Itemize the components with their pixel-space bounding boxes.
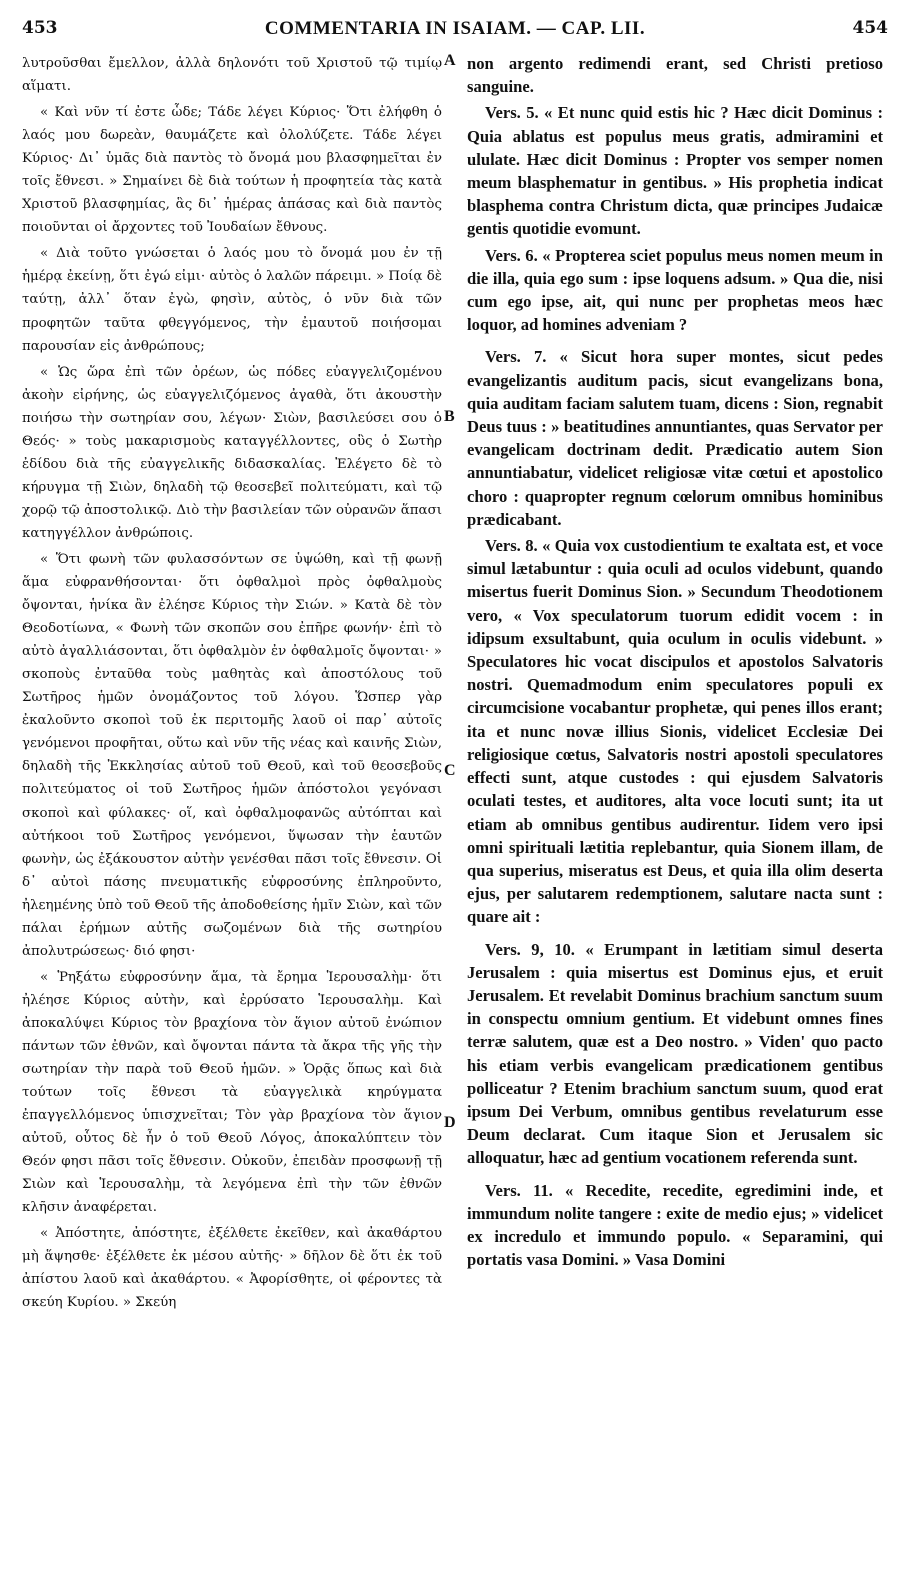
latin-paragraph: Vers. 11. « Recedite, recedite, egredimini inde, et immundum nolite tangere : exite de medio ejus; » videlicet ex incredulo et immundo populo. « Separamini, qui portatis vasa Domini. » Vasa Domini xyxy=(467,1180,883,1270)
greek-paragraph: λυτροῦσθαι ἔμελλον, ἀλλὰ δηλονότι τοῦ Χριστοῦ τῷ τιμίῳ αἵματι. xyxy=(22,56,442,95)
margin-marker-a: A xyxy=(444,52,456,69)
greek-paragraph: « Ὅτι φωνὴ τῶν φυλασσόντων σε ὑψώθη, καὶ τῇ φωνῇ ἅμα εὐφρανθήσονται· ὅτι ὀφθαλμοὶ πρὸς ὀφθαλμοὺς ὄψονται, ἡνίκα ἂν ἐλέησε Κύριος τὴν Σιών. » Κατὰ δὲ τὸν Θεοδοτίωνα, « Φωνὴ τῶν σκοπῶν σου ἐπῆρε φωνήν· ἐπὶ τὸ αὐτὸ ἀγαλλιάσονται, ὅτι ὀφθαλμὸν ἐν ὀφθαλμοῖς ὄψονται· » σκοποὺς ἐνταῦθα τοὺς μαθητὰς καὶ ἀποστόλους τοῦ Σωτῆρος ἡμῶν ὀνομάζοντος τοῦ λόγου. Ὥσπερ γὰρ ἐκαλοῦντο σκοποὶ τοῦ ἐκ περιτομῆς λαοῦ οἱ παρ᾽ αὐτοῖς γενόμενοι προφῆται, οὕτω καὶ νῦν τῆς νέας καὶ καινῆς Σιὼν, δηλαδὴ τῆς Ἐκκλησίας αὐτοῦ τοῦ Θεοῦ, καὶ τοῦ θεοσεβοῦς πολιτεύματος οἱ τοῦ Σωτῆρος ἡμῶν ἀπόστολοι γεγόνασι σκοποὶ καὶ φύλακες· οἵ, καὶ ὀφθαλμοφανῶς αὐτόπται καὶ αὐτήκοοι τοῦ Σωτῆρος γενόμενοι, ὕψωσαν τὴν ἑαυτῶν φωνὴν, ὡς ἐξάκουστον αὐτὴν γενέσθαι πᾶσι τοῖς ἔθνεσιν. Οἱ δ᾽ αὐτοὶ πάσης πνευματικῆς εὐφροσύνης ἐπληροῦντο, ἠλεημένης ὑπὸ τοῦ Θεοῦ τῆς ἀποδοθείσης ἡμῖν Σιὼν, καὶ τῶν πάλαι ἐρήμων αὐτῆς σωζομένων διὰ τῆς σωτηρίου ἀπολυτρώσεως· διό φησι· xyxy=(22,551,442,959)
page-number-right: 454 xyxy=(852,18,888,38)
latin-paragraph: Vers. 7. « Sicut hora super montes, sicut pedes evangelizantis auditum pacis, sicut evangelizans bona, quia auditam faciam salutem tuam, dicens : Sion, regnabit Deus tuus : » beatitudines annuntiantes, quas Servator per evangelicam doctrinam dedit. Prædicatio autem Sion annuntiabatur, videlicet religiosæ vitæ cœtui et apostolico choro : quapropter regnum cœlorum omnibus hominibus prædicabant. xyxy=(467,347,883,529)
latin-paragraph: non argento redimendi erant, sed Christi pretioso sanguine. xyxy=(467,54,883,97)
latin-paragraph: Vers. 6. « Propterea sciet populus meus nomen meum in die illa, quia ego sum : ipse loquens adsum. » Qua die, nisi cum ego ipse, ait, qui nunc per prophetas meos hæc loquor, ad homines adveniam ? xyxy=(467,245,883,335)
column-gutter xyxy=(449,50,450,1568)
latin-paragraph: Vers. 9, 10. « Erumpant in lætitiam simul deserta Jerusalem : quia misertus est Dominus ejus, et eruit Jerusalem. Et revelabit Dominus brachium sanctum suum in conspectu omnium gentium. Et videbunt omnes fines terræ salutem, quæ est a Deo nostro. » Viden' quo pacto his etiam verbis evangelicam prædicationem gentibus polliceatur ? Etenim brachium sanctum suum, quod erat ipsum Dei Verbum, omnibus gentibus revelaturum esse Deum declarat. Cum itaque Sion et Jerusalem sic alloquatur, hæc ad gentium vocationem referenda sunt. xyxy=(467,939,883,1168)
latin-paragraph: Vers. 5. « Et nunc quid estis hic ? Hæc dicit Dominus : Quia ablatus est populus meus gratis, admiramini et ululate. Hæc dicit Dominus : Propter vos semper nomen meum blasphematur in gentibus. » His prophetia indicat blasphema contra Christum dicta, quæ principes Judaicæ gentis quotidie evomunt. xyxy=(467,103,883,239)
margin-marker-d: D xyxy=(444,1114,456,1131)
running-header xyxy=(22,18,888,44)
latin-paragraph: Vers. 8. « Quia vox custodientium te exaltata est, et voce simul lætabuntur : quia oculi ad oculos videbunt, quando misertus fuerit Dominus Sion. » Secundum Theodotionem vero, « Vox speculatorum tuorum edidit vocem : in idipsum exsultabunt, quia oculum in oculis videbunt. » Speculatores hic vocat discipulos et apostolos Salvatoris nostri. Quemadmodum enim speculatores populi ex circumcisione vocabantur prophetæ, qui penes illos erant; ita et nunc novæ illius Sionis, videlicet Ecclesiæ Dei religiosique cœtus, Salvatoris nostri apostoli speculatores effecti sunt, atque custodes : qui ejusdem Salvatoris oculati testes, et auditores, alta voce locuti sunt; ita ut etiam ab omnibus gentibus audirentur. Iidem vero ipsi omni spirituali lætitia replebantur, quia Sionem illam, de qua superius, miseratus est Deus, et quia illa olim deserta ejus, per salutarem redemptionem, salutare nacta sunt : quare ait : xyxy=(467,536,883,927)
greek-paragraph: « Ῥηξάτω εὐφροσύνην ἅμα, τὰ ἔρημα Ἱερουσαλὴμ· ὅτι ἠλέησε Κύριος αὐτὴν, καὶ ἐρρύσατο Ἱερουσαλὴμ. Καὶ ἀποκαλύψει Κύριος τὸν βραχίονα τὸν ἅγιον αὐτοῦ ἐνώπιον πάντων τῶν ἐθνῶν, καὶ ὄψονται πάντα τὰ ἄκρα τῆς γῆς τὴν σωτηρίαν τὴν παρὰ τοῦ Θεοῦ ἡμῶν. » Ὁρᾷς ὅπως καὶ διὰ τούτων τοῖς ἔθνεσι τὰ εὐαγγελικὰ κηρύγματα ἐπαγγελλόμενος ὑπισχνεῖται; Τὸν γὰρ βραχίονα τὸν ἅγιον αὐτοῦ, οὗτος δὲ ἦν ὁ τοῦ Θεοῦ Λόγος, ἀποκαλύπτειν τὸν Θεόν φησι πᾶσι τοῖς ἔθνεσιν. Οὐκοῦν, ἐπειδὰν προσφωνῇ τῇ Σιὼν καὶ Ἱερουσαλὴμ, τὰ λεγόμενα ἐπὶ τὴν τῶν ἐθνῶν κλῆσιν ἀναφέρεται. xyxy=(22,969,442,1216)
greek-paragraph: « Ἀπόστητε, ἀπόστητε, ἐξέλθετε ἐκεῖθεν, καὶ ἀκαθάρτου μὴ ἅψησθε· ἐξέλθετε ἐκ μέσου αὐτῆς· » δῆλον δὲ ὅτι ἐκ τοῦ ἀπίστου λαοῦ καὶ ἀκαθάρτου. « Ἀφορίσθητε, οἱ φέροντες τὰ σκεύη Κυρίου. » Σκεύη xyxy=(22,1226,442,1311)
latin-column xyxy=(467,52,883,1274)
greek-column xyxy=(22,52,442,1318)
running-title: COMMENTARIA IN ISAIAM. — CAP. LII. xyxy=(264,18,646,39)
greek-paragraph: « Καὶ νῦν τί ἐστε ὧδε; Τάδε λέγει Κύριος· Ὅτι ἐλήφθη ὁ λαός μου δωρεὰν, θαυμάζετε καὶ ὀλολύζετε. Τάδε λέγει Κύριος· Δι᾽ ὑμᾶς διὰ παντὸς τὸ ὄνομά μου βλασφημεῖται ἐν τοῖς ἔθνεσι. » Σημαίνει δὲ διὰ τούτων ἡ προφητεία τὰς κατὰ Χριστοῦ βλασφημίας, ἃς δι᾽ ἡμέρας ἁπάσας καὶ διὰ παντὸς ποιοῦνται οἱ ἄρχοντες τοῦ Ἰουδαίων ἔθνους. xyxy=(22,105,442,236)
margin-marker-b: B xyxy=(444,408,455,425)
margin-marker-c: C xyxy=(444,762,456,779)
page-number-left: 453 xyxy=(22,18,58,38)
greek-paragraph: « Διὰ τοῦτο γνώσεται ὁ λαός μου τὸ ὄνομά μου ἐν τῇ ἡμέρᾳ ἐκείνῃ, ὅτι ἐγώ εἰμι· αὐτὸς ὁ λαλῶν πάρειμι. » Ποίᾳ δὲ ταύτῃ, ἀλλ᾽ ὅταν ἐγὼ, φησὶν, αὐτὸς, ὁ νῦν διὰ τῶν προφητῶν ταῦτα φθεγγόμενος, τὴν ἐμαυτοῦ ποιήσομαι παρουσίαν εἰς ἀνθρώπους; xyxy=(22,246,442,354)
greek-paragraph: « Ὡς ὥρα ἐπὶ τῶν ὀρέων, ὡς πόδες εὐαγγελιζομένου ἀκοὴν εἰρήνης, ὡς εὐαγγελιζόμενος ἀγαθὰ, ὅτι ἀκουστὴν ποιήσω τὴν σωτηρίαν σου, λέγων· Σιὼν, βασιλεύσει σου ὁ Θεός· » τοὺς μακαρισμοὺς καταγγέλλοντες, οὓς ὁ Σωτὴρ ἐδίδου διὰ τῆς εὐαγγελικῆς διδασκαλίας. Ἐλέγετο δὲ τὸ κήρυγμα τῇ Σιὼν, δηλαδὴ τῷ θεοσεβεῖ πολιτεύματι, καὶ τῷ χορῷ τῷ ἀποστολικῷ. Διὸ τὴν βασιλείαν τῶν οὐρανῶν ἅπασι κατηγγέλλον ἀνθρώποις. xyxy=(22,364,442,541)
